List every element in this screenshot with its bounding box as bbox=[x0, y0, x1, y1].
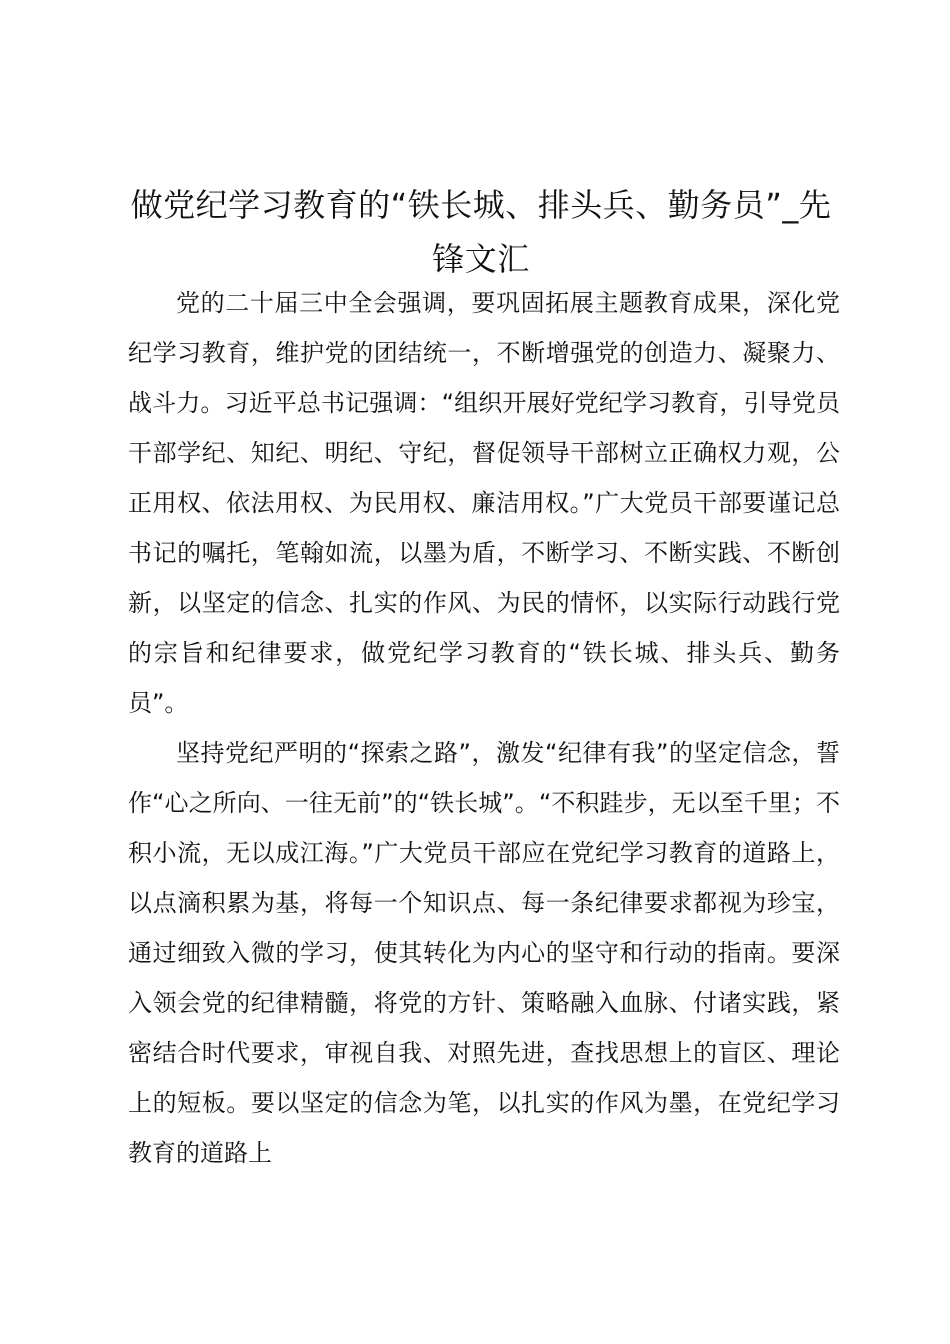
paragraph-2: 坚持党纪严明的“探索之路”，激发“纪律有我”的坚定信念，誓作“心之所向、一往无前”的“铁长城”。“不积跬步，无以至千里；不积小流，无以成江海。”广大党员干部应在党纪学习教育的道路上，以点滴积累为基，将每一个知识点、每一条纪律要求都视为珍宝，通过细致入微的学习，使其转化为内心的坚守和行动的指南。要深入领会党的纪律精髓，将党的方针、策略融入血脉、付诸实践，紧密结合时代要求，审视自我、对照先进，查找思想上的盲区、理论上的短板。要以坚定的信念为笔，以扎实的作风为墨，在党纪学习教育的道路上 bbox=[128, 739, 840, 1167]
document-title: 做党纪学习教育的“铁长城、排头兵、勤务员”_先锋文汇 bbox=[130, 186, 832, 278]
document-body bbox=[128, 278, 840, 1178]
paragraph-1: 党的二十届三中全会强调，要巩固拓展主题教育成果，深化党纪学习教育，维护党的团结统一，不断增强党的创造力、凝聚力、战斗力。习近平总书记强调：“组织开展好党纪学习教育，引导党员干部学纪、知纪、明纪、守纪，督促领导干部树立正确权力观，公正用权、依法用权、为民用权、廉洁用权。”广大党员干部要谨记总书记的嘱托，笔翰如流，以墨为盾，不断学习、不断实践、不断创新，以坚定的信念、扎实的作风、为民的情怀，以实际行动践行党的宗旨和纪律要求，做党纪学习教育的“铁长城、排头兵、勤务员”。 bbox=[128, 289, 840, 717]
